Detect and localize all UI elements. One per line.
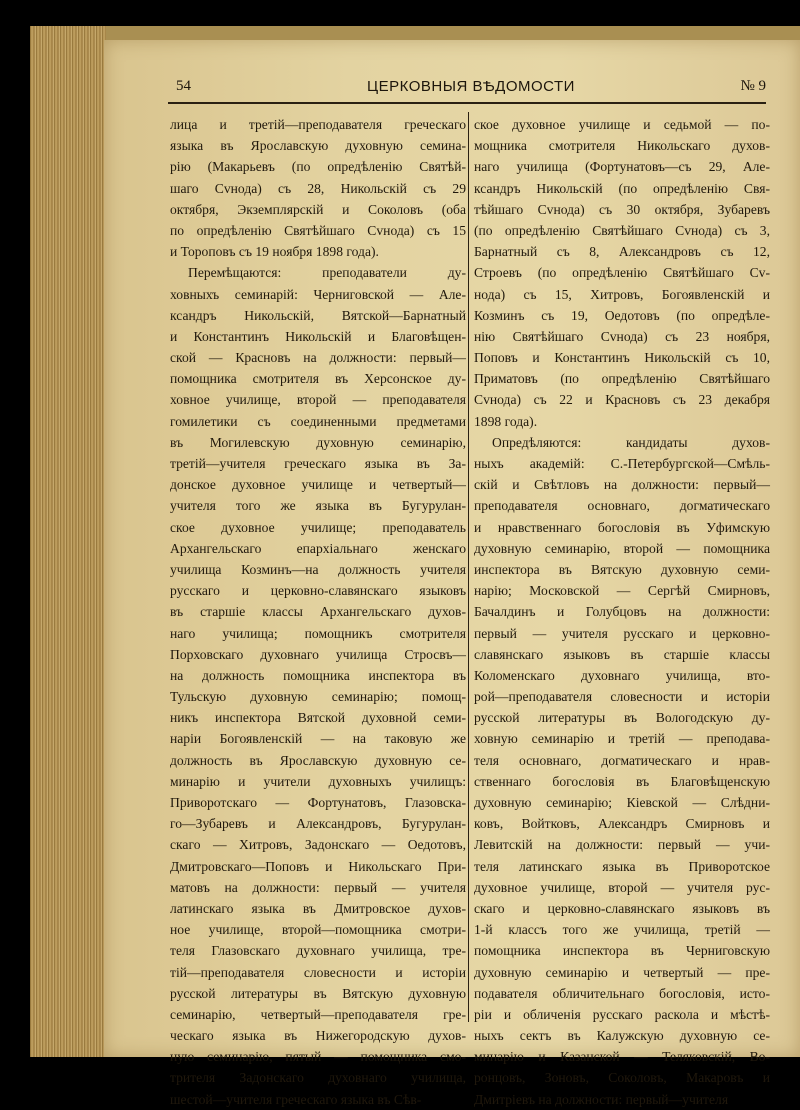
text-line: наріи Богоявленскій — на таковую же bbox=[170, 731, 466, 747]
text-line: ское духовное училище; преподаватель bbox=[170, 519, 466, 535]
text-line: должность въ Ярославскую духовную се- bbox=[170, 752, 466, 768]
text-line: и Тороповъ съ 19 ноября 1898 года). bbox=[170, 244, 379, 260]
text-line: го—Зубаревъ и Александровъ, Бугурулан- bbox=[170, 816, 466, 832]
text-line: первый — учителя русскаго и церковно- bbox=[474, 625, 770, 641]
text-line: ственнаго богословія въ Благовѣщенскую bbox=[474, 773, 770, 789]
text-line: теля латинскаго языка въ Привоpотское bbox=[474, 858, 770, 874]
text-line: матовъ на должности: первый — учителя bbox=[170, 879, 466, 895]
text-line: Барнатный съ 8, Александровъ съ 12, bbox=[474, 244, 770, 260]
text-line: ховныхъ семинарій: Черниговской — Але- bbox=[170, 286, 466, 302]
text-line: помощника смотрителя въ Херсонское ду- bbox=[170, 371, 466, 387]
text-line: Козминъ съ 19, Оедотовъ (по опредѣле- bbox=[474, 307, 770, 323]
text-line: минарію и учители духовныхъ училищъ: bbox=[170, 773, 466, 789]
text-line: ской — Красновъ на должности: первый— bbox=[170, 350, 466, 366]
text-line: мощника смотрителя Никольскаго духов- bbox=[474, 138, 770, 154]
text-line: духовную семинарію, второй — помощника bbox=[474, 540, 770, 556]
text-line: Сvнода) съ 22 и Красновъ съ 23 декабря bbox=[474, 392, 770, 408]
text-line: скаго и церковно-славянскаго языковъ въ bbox=[474, 900, 770, 916]
journal-title: ЦЕРКОВНЫЯ ВѢДОМОСТИ bbox=[367, 78, 575, 95]
text-line: Порховскаго духовнаго училища Стросвъ— bbox=[170, 646, 466, 662]
text-line: теля основнаго, догматическаго и нрав- bbox=[474, 752, 770, 768]
text-line: Перемѣщаются: преподаватели ду- bbox=[188, 265, 466, 281]
text-line: Левитскій на должности: первый — учи- bbox=[474, 837, 770, 853]
header-rule bbox=[168, 102, 766, 104]
text-line: скаго — Хитровъ, Задонскаго — Оедотовъ, bbox=[170, 837, 466, 853]
column-divider bbox=[468, 112, 469, 1022]
text-line: 1-й классъ того же училища, третій — bbox=[474, 922, 770, 938]
text-line: 1898 года). bbox=[474, 413, 538, 429]
text-line: наго училища (Фортунатовъ—съ 29, Але- bbox=[474, 159, 770, 175]
text-line: ское духовное училище и седьмой — по- bbox=[474, 117, 770, 132]
text-line: тѣйшаго Сvнода) съ 30 октября, Зубаревъ bbox=[474, 201, 770, 217]
text-line: на должность помощника инспектора въ bbox=[170, 667, 466, 683]
text-line: Строевъ (по опредѣленію Святѣйшаго Сv- bbox=[474, 265, 770, 281]
text-line: Бачалдинъ и Голубцовъ на должности: bbox=[474, 604, 770, 620]
text-line: преподавателя основнаго, догматическаго bbox=[474, 498, 770, 514]
text-line: Тульскую духовную семинарію; помощ- bbox=[170, 689, 466, 705]
page-number: 54 bbox=[176, 78, 191, 94]
text-line: Приматовъ (по опредѣленію Святѣйшаго bbox=[474, 371, 770, 387]
text-line: ксандръ Никольскій, Вятской—Барнатный bbox=[170, 307, 466, 323]
text-line: Привоpотскаго — Фортунатовъ, Глазовска- bbox=[170, 795, 466, 810]
text-line: (по опредѣленію Святѣйшаго Сvнода) съ 3, bbox=[474, 222, 770, 238]
text-line: ховное училище, второй — преподавателя bbox=[170, 392, 466, 408]
right-column bbox=[474, 114, 770, 1110]
text-line: языка въ Ярославскую духовную семина- bbox=[170, 138, 466, 154]
text-line: семинарію, четвертый—преподавателя гре- bbox=[170, 1006, 466, 1022]
text-line: Дмитровскаго—Поповъ и Никольскаго При- bbox=[170, 858, 466, 874]
text-line: наго училища; помощникъ смотрителя bbox=[170, 625, 466, 641]
text-line: училища Козминъ—на должность учителя bbox=[170, 561, 466, 577]
text-line: Коломенскаго духовнаго училища, вто- bbox=[474, 667, 770, 683]
left-column bbox=[170, 114, 466, 1110]
text-line: нода) съ 15, Хитровъ, Богоявленскій и bbox=[474, 286, 770, 302]
text-line: Архангельскаго епархіальнаго женскаго bbox=[170, 540, 466, 556]
text-line: духовную семинарію; Кіевской — Слѣдни- bbox=[474, 795, 770, 810]
text-line: рію (Макарьевъ (по опредѣленію Святѣй- bbox=[170, 159, 466, 175]
text-line: ное училище, второй—помощника смотри- bbox=[170, 922, 466, 938]
text-line: по опредѣленію Святѣйшаго Сvнода) съ 15 bbox=[170, 222, 466, 238]
text-line: никъ инспектора Вятской духовной семи- bbox=[170, 710, 466, 726]
text-line: трителя Задонскаго духовнаго училища, bbox=[170, 1070, 466, 1086]
text-line: ронцовъ, Зоновъ, Соколовъ, Макаровъ и bbox=[474, 1070, 770, 1086]
text-line: ныхъ академій: С.-Петербургской—Смѣль- bbox=[474, 456, 770, 471]
text-line: теля Глазовскаго духовнаго училища, тре- bbox=[170, 943, 466, 959]
text-line: нарію; Московской — Сергѣй Смирновъ, bbox=[474, 583, 770, 599]
text-line: рой—преподавателя словесности и исторіи bbox=[474, 689, 770, 705]
text-line: и нравственнаго богословія въ Уфимскую bbox=[474, 519, 770, 535]
text-line: Поповъ и Константинъ Никольскій съ 10, bbox=[474, 350, 770, 366]
text-line: ную семинарію, пятый — помощника смо- bbox=[170, 1049, 466, 1065]
text-line: латинскаго языка въ Дмитровское духов- bbox=[170, 900, 466, 916]
text-line: ныхъ сектъ въ Калужскую духовную се- bbox=[474, 1028, 770, 1044]
text-line: ксандръ Никольскій (по опредѣленію Свя- bbox=[474, 180, 770, 196]
text-line: нію Святѣйшаго Сvнода) съ 23 ноября, bbox=[474, 328, 770, 344]
text-line: Опредѣляются: кандидаты духов- bbox=[492, 434, 770, 450]
text-line: инспектора въ Вятскую духовную семи- bbox=[474, 561, 770, 577]
text-line: русскаго и церковно-славянскаго языковъ bbox=[170, 583, 466, 599]
text-line: ческаго языка въ Нижегородскую духов- bbox=[170, 1028, 466, 1044]
text-line: духовную семинарію и четвертый — пре- bbox=[474, 964, 770, 980]
text-line: помощника инспектора въ Черниговскую bbox=[474, 943, 770, 959]
text-line: тій—преподавателя словесности и исторіи bbox=[170, 964, 466, 980]
text-line: скій и Свѣтловъ на должности: первый— bbox=[474, 477, 770, 493]
page-edges bbox=[30, 26, 106, 1057]
text-line: лица и третій—преподавателя греческаго bbox=[170, 117, 466, 132]
text-line: гомилетики съ соединенными предметами bbox=[170, 413, 466, 429]
issue-number: № 9 bbox=[740, 78, 766, 94]
text-line: подавателя обличительнаго богословія, исто- bbox=[474, 985, 770, 1001]
text-line: славянскаго языковъ въ старшіе классы bbox=[474, 646, 770, 662]
text-line: русской литературы въ Вятскую духовную bbox=[170, 985, 466, 1001]
text-line: шестой—учителя греческаго языка въ Сѣв- bbox=[170, 1091, 422, 1107]
text-line: учителя того же языка въ Бугурулан- bbox=[170, 498, 466, 514]
text-line: минарію и Казанской — Теляковскій, Во- bbox=[474, 1049, 770, 1065]
running-head bbox=[176, 76, 766, 98]
text-line: въ старшіе классы Архангельскаго духов- bbox=[170, 604, 466, 620]
text-line: ковъ, Войтковъ, Александръ Смирновъ и bbox=[474, 816, 770, 832]
text-line: ховную семинарію и третій — преподава- bbox=[474, 731, 770, 747]
text-line: ріи и обличенія русскаго раскола и мѣстѣ- bbox=[474, 1006, 770, 1022]
text-line: шаго Сvнода) съ 28, Никольскій съ 29 bbox=[170, 180, 466, 196]
text-line: русской литературы въ Вологодскую ду- bbox=[474, 710, 770, 726]
text-line: въ Могилевскую духовную семинарію, bbox=[170, 434, 466, 450]
text-line: духовное училище, второй — учителя рус- bbox=[474, 879, 770, 895]
text-line: донское духовное училище и четвертый— bbox=[170, 477, 466, 493]
text-line: октября, Экземплярскій и Соколовъ (оба bbox=[170, 201, 466, 217]
text-line: и Константинъ Никольскій и Благовѣщен- bbox=[170, 328, 466, 344]
text-line: Дмитріевъ на должности: первый—учителя bbox=[474, 1091, 729, 1107]
text-line: третій—учителя греческаго языка въ За- bbox=[170, 456, 466, 471]
